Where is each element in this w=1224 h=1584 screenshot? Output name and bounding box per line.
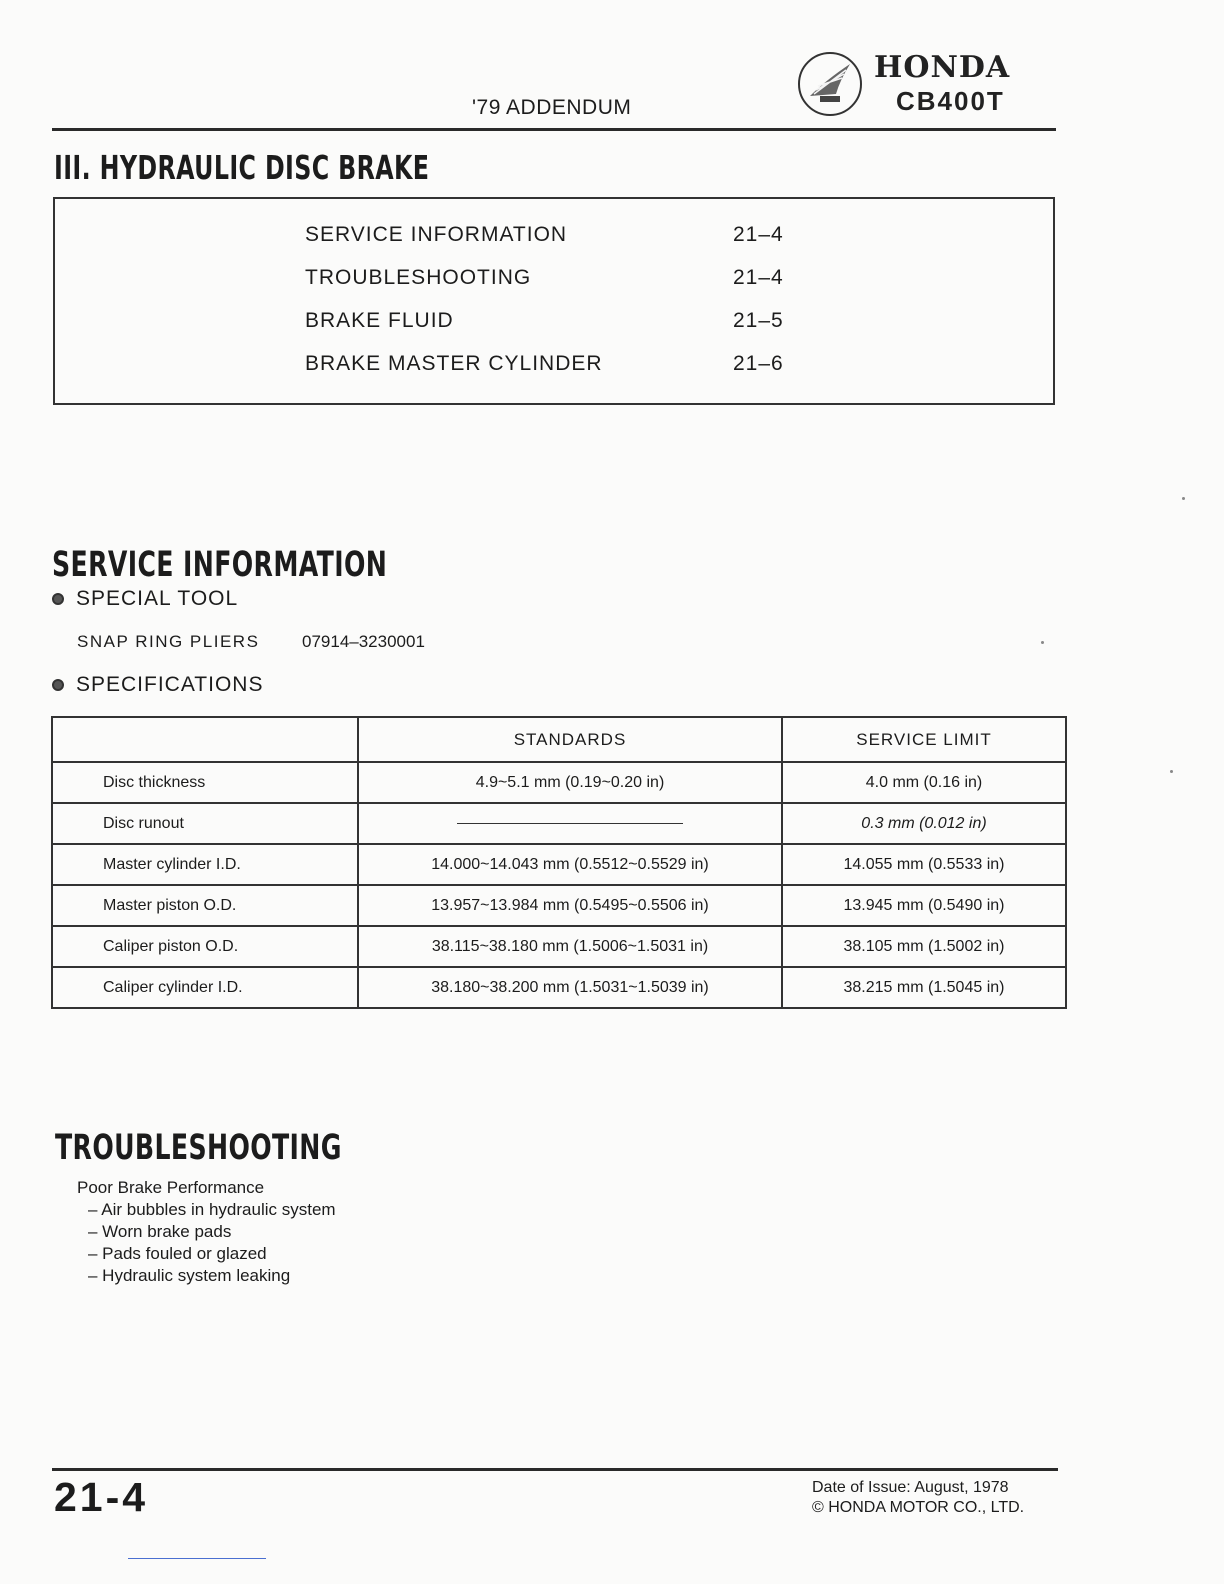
cause-item: – Worn brake pads (88, 1222, 232, 1241)
spec-standard: 14.000~14.043 mm (0.5512~0.5529 in) (358, 844, 782, 885)
toc-item[interactable] (305, 223, 1005, 253)
honda-wing-logo-icon (796, 50, 864, 118)
issue-info (812, 1478, 1024, 1518)
spec-item: Disc runout (52, 803, 358, 844)
page-number: 21-4 (54, 1474, 149, 1520)
toc-item-page: 21–6 (733, 352, 784, 375)
specifications-table (51, 716, 1067, 1009)
specifications-label: SPECIFICATIONS (76, 673, 264, 696)
spec-standard: 13.957~13.984 mm (0.5495~0.5506 in) (358, 885, 782, 926)
specifications-bullet (52, 673, 263, 697)
table-row (52, 967, 1066, 1008)
table-header-cell: SERVICE LIMIT (782, 717, 1066, 762)
table-row (52, 762, 1066, 803)
brand-name: HONDA (874, 50, 1011, 85)
table-row (52, 803, 1066, 844)
toc-item-page: 21–5 (733, 309, 784, 332)
bullet-icon (52, 593, 64, 605)
service-info-heading: SERVICE INFORMATION (52, 545, 388, 585)
addendum-label: '79 ADDENDUM (472, 96, 632, 119)
spec-item: Caliper piston O.D. (52, 926, 358, 967)
spec-limit: 14.055 mm (0.5533 in) (782, 844, 1066, 885)
spec-item: Caliper cylinder I.D. (52, 967, 358, 1008)
toc-item-label: BRAKE FLUID (305, 309, 454, 332)
copyright: © HONDA MOTOR CO., LTD. (812, 1499, 1025, 1516)
table-header-row (52, 717, 1066, 762)
spec-standard-empty (358, 803, 782, 844)
symptom-text: Poor Brake Performance (77, 1178, 265, 1197)
spec-limit: 0.3 mm (0.012 in) (782, 803, 1066, 844)
model-name: CB400T (896, 86, 1005, 116)
spec-limit: 13.945 mm (0.5490 in) (782, 885, 1066, 926)
spec-item: Master piston O.D. (52, 885, 358, 926)
toc-item[interactable] (305, 309, 1005, 339)
cause-item: – Hydraulic system leaking (88, 1266, 291, 1285)
special-tool-label: SPECIAL TOOL (76, 587, 239, 610)
spec-standard: 4.9~5.1 mm (0.19~0.20 in) (358, 762, 782, 803)
cause-item: – Pads fouled or glazed (88, 1244, 267, 1263)
dash-line (457, 823, 683, 824)
spec-limit: 38.105 mm (1.5002 in) (782, 926, 1066, 967)
toc-item-label: SERVICE INFORMATION (305, 223, 568, 246)
toc-item-label: BRAKE MASTER CYLINDER (305, 352, 603, 375)
troubleshooting-heading: TROUBLESHOOTING (55, 1128, 342, 1168)
table-header-cell (52, 717, 358, 762)
scan-speck (1182, 497, 1185, 500)
issue-date: Date of Issue: August, 1978 (812, 1479, 1009, 1496)
spec-limit: 4.0 mm (0.16 in) (782, 762, 1066, 803)
toc-item-label: TROUBLESHOOTING (305, 266, 532, 289)
toc-item-page: 21–4 (733, 223, 784, 246)
bullet-icon (52, 679, 64, 691)
table-row (52, 926, 1066, 967)
footer-rule (52, 1468, 1058, 1471)
table-row (52, 844, 1066, 885)
toc-item[interactable] (305, 352, 1005, 382)
header-rule (52, 128, 1056, 131)
tool-number: 07914–3230001 (302, 632, 425, 651)
table-of-contents (53, 197, 1055, 405)
scan-line (128, 1558, 266, 1559)
spec-standard: 38.115~38.180 mm (1.5006~1.5031 in) (358, 926, 782, 967)
table-header-cell: STANDARDS (358, 717, 782, 762)
toc-item-page: 21–4 (733, 266, 784, 289)
tool-name: SNAP RING PLIERS (77, 632, 260, 651)
toc-item[interactable] (305, 266, 1005, 296)
spec-item: Master cylinder I.D. (52, 844, 358, 885)
spec-limit: 38.215 mm (1.5045 in) (782, 967, 1066, 1008)
table-row (52, 885, 1066, 926)
spec-standard: 38.180~38.200 mm (1.5031~1.5039 in) (358, 967, 782, 1008)
section-title: III. HYDRAULIC DISC BRAKE (54, 148, 430, 187)
special-tool-bullet (52, 587, 238, 611)
scan-speck (1170, 770, 1173, 773)
cause-item: – Air bubbles in hydraulic system (88, 1200, 336, 1219)
scan-speck (1041, 641, 1044, 644)
spec-item: Disc thickness (52, 762, 358, 803)
